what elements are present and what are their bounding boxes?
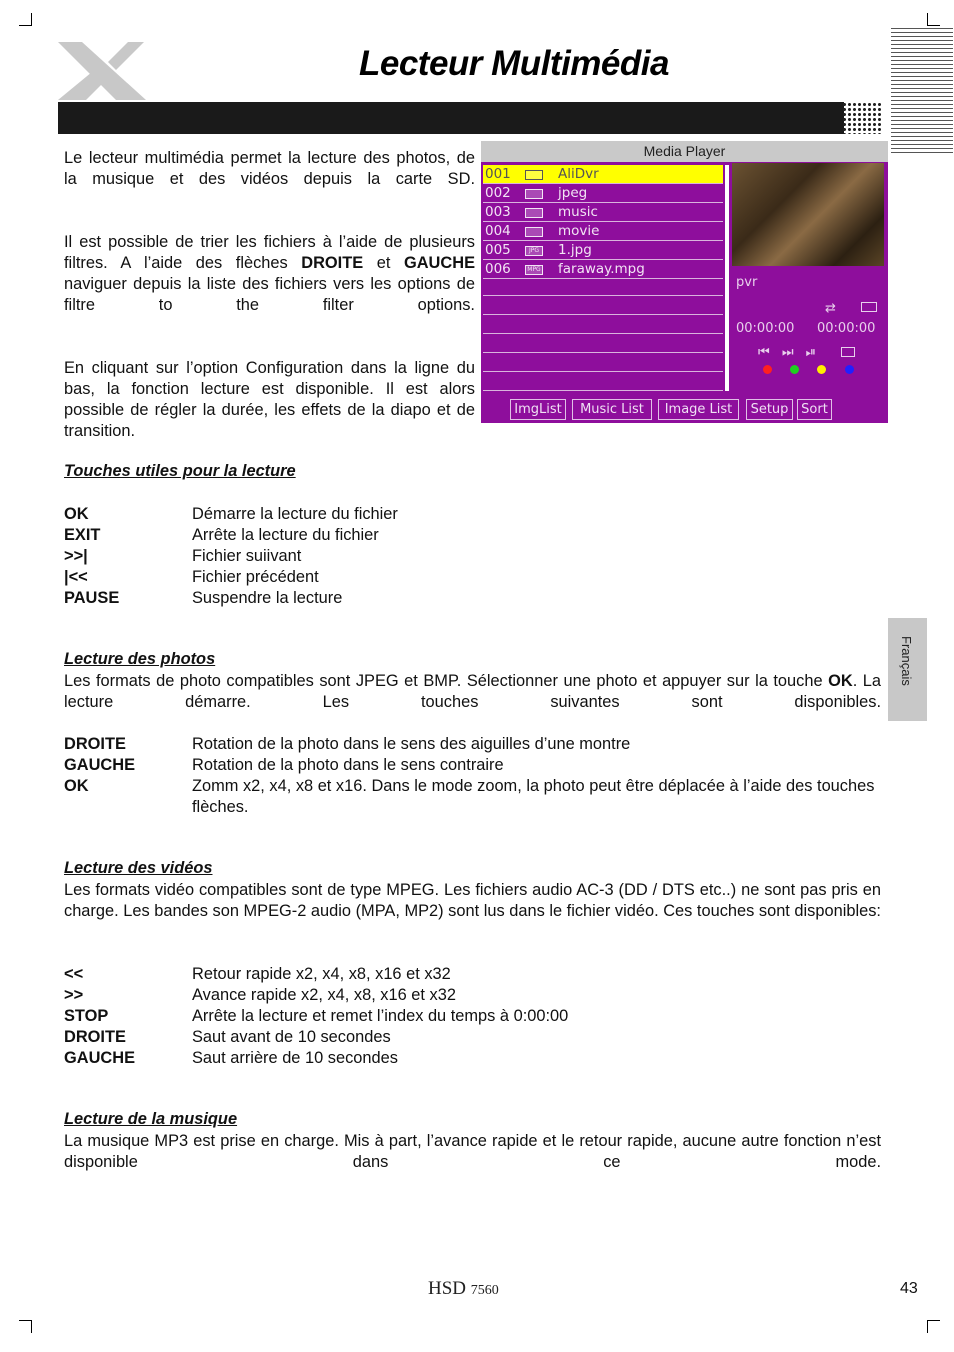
page-number: 43: [900, 1280, 918, 1297]
folder-icon: [861, 302, 877, 312]
key-name: STOP: [64, 1007, 109, 1025]
header-bar: [58, 102, 844, 134]
intro-p2-text-c: naviguer depuis la liste des fichiers vers les options de filtre to the filter options.: [64, 275, 475, 314]
key-description: Fichier suiivant: [192, 547, 302, 565]
keys-list: [64, 504, 884, 609]
videos-keys-list: [64, 964, 884, 1069]
key-name: GAUCHE: [64, 756, 136, 774]
key-row: [64, 755, 884, 776]
key-name: EXIT: [64, 526, 101, 544]
intro-paragraph-1: Le lecteur multimédia permet la lecture des photos, de la musique et des vidéos depuis la carte SD.: [64, 149, 475, 188]
file-number: 001: [485, 166, 511, 182]
key-row: [64, 776, 884, 818]
language-tab-label: Français: [899, 636, 914, 686]
folder-icon: [525, 170, 543, 180]
file-name: music: [558, 204, 598, 220]
blue-dot-icon: [845, 365, 854, 374]
keys-heading: Touches utiles pour la lecture: [64, 462, 296, 480]
key-row: [64, 1006, 884, 1027]
key-row: [64, 964, 884, 985]
key-name: |<<: [64, 568, 88, 586]
key-row: [64, 1027, 884, 1048]
key-name: OK: [64, 777, 89, 795]
intro-paragraph-2: [64, 232, 475, 337]
header-bar-halftone: [842, 102, 882, 134]
intro-p2-key-gauche: GAUCHE: [403, 254, 475, 272]
key-row: [64, 588, 884, 609]
file-row[interactable]: [483, 222, 723, 241]
footer-model-logo: [428, 1278, 499, 1300]
key-name: GAUCHE: [64, 1049, 136, 1067]
key-name: DROITE: [64, 735, 126, 753]
photos-keys-list: [64, 734, 884, 818]
intro-paragraph-3: En cliquant sur l’option Configuration dans la ligne du bas, la fonction lecture est disponible. Il est alors possible de régler la durée, les effets de la diapo et de transition.: [64, 359, 475, 440]
file-row[interactable]: [483, 165, 723, 184]
mode-icon: [841, 347, 855, 357]
photos-para-key: OK: [828, 672, 853, 690]
empty-row: [483, 372, 723, 391]
key-name: <<: [64, 965, 84, 983]
footer-model-number: 7560: [470, 1283, 499, 1298]
tab-music-list[interactable]: Music List: [572, 399, 652, 420]
key-name: >>: [64, 986, 84, 1004]
empty-row: [483, 353, 723, 372]
crop-mark-bottom-left: [19, 1320, 32, 1333]
decorative-stripes: [891, 28, 953, 154]
time-current: 00:00:00: [736, 321, 795, 336]
crop-mark-top-right: [927, 13, 940, 26]
key-description: Arrête la lecture et remet l’index du temps à 0:00:00: [192, 1007, 569, 1025]
photos-para-text-a: Les formats de photo compatibles sont JPEG et BMP. Sélectionner une photo et appuyer sur la touche: [64, 672, 829, 690]
file-name: AliDvr: [558, 166, 599, 182]
media-player-screenshot: [481, 141, 888, 423]
file-name: 1.jpg: [558, 242, 592, 258]
tab-sort[interactable]: Sort: [797, 399, 832, 420]
key-description: Retour rapide x2, x4, x8, x16 et x32: [192, 965, 451, 983]
folder-icon: [525, 189, 543, 199]
intro-p2-text-b: et: [363, 254, 404, 272]
crop-mark-bottom-right: [927, 1320, 940, 1333]
file-number: 005: [485, 242, 511, 258]
key-row: [64, 734, 884, 755]
file-name: faraway.mpg: [558, 261, 645, 277]
intro-text: [64, 148, 475, 463]
videos-paragraph: Les formats vidéo compatibles sont de type MPEG. Les fichiers audio AC-3 (DD / DTS etc..) ne sont pas pris en charge. Les bandes son MPEG-2 audio (MPA, MP2) sont lus dans le fichier vidéo. Ces touches sont disponibles:: [64, 881, 881, 920]
key-row: [64, 546, 884, 567]
crop-mark-top-left: [19, 13, 32, 26]
photos-paragraph: [64, 671, 881, 734]
file-name: movie: [558, 223, 600, 239]
green-dot-icon: [790, 365, 799, 374]
key-description: Démarre la lecture du fichier: [192, 505, 398, 523]
preview-thumbnail: [732, 163, 884, 266]
preview-name: pvr: [736, 275, 758, 290]
tab-imglist[interactable]: ImgList: [510, 399, 566, 420]
videos-heading: Lecture des vidéos: [64, 859, 213, 877]
key-description: Rotation de la photo dans le sens des aiguilles d’une montre: [192, 735, 631, 753]
key-row: [64, 525, 884, 546]
file-row[interactable]: [483, 184, 723, 203]
key-name: OK: [64, 505, 89, 523]
folder-icon: [525, 208, 543, 218]
key-description: Arrête la lecture du fichier: [192, 526, 379, 544]
repeat-icon: ⇄: [825, 301, 836, 316]
key-name: PAUSE: [64, 589, 120, 607]
file-number: 002: [485, 185, 511, 201]
red-dot-icon: [763, 365, 772, 374]
key-description: Fichier précédent: [192, 568, 319, 586]
footer-model: HSD: [428, 1278, 467, 1299]
key-description: Avance rapide x2, x4, x8, x16 et x32: [192, 986, 456, 1004]
key-description: Rotation de la photo dans le sens contraire: [192, 756, 504, 774]
tab-setup[interactable]: Setup: [746, 399, 793, 420]
file-row[interactable]: [483, 241, 723, 260]
key-description: Zomm x2, x4, x8 et x16. Dans le mode zoom, la photo peut être déplacée à l’aide des touches flèches.: [192, 777, 875, 816]
photos-heading: Lecture des photos: [64, 650, 216, 668]
media-player-header: Media Player: [481, 141, 888, 162]
key-row: [64, 504, 884, 525]
music-paragraph: La musique MP3 est prise en charge. Mis à part, l’avance rapide et le retour rapide, aucune autre fonction n’est disponible dans ce mode.: [64, 1132, 881, 1171]
music-heading: Lecture de la musique: [64, 1110, 238, 1128]
file-row[interactable]: [483, 203, 723, 222]
key-description: Saut arrière de 10 secondes: [192, 1049, 398, 1067]
key-row: [64, 1048, 884, 1069]
tab-image-list[interactable]: Image List: [658, 399, 739, 420]
jpeg-file-icon: JPG: [525, 246, 543, 256]
intro-p2-text-a: Il est possible de trier les fichiers à l’aide de plusieurs filtres. A l’aide des flèches: [64, 233, 475, 272]
photos-para-text-b: . La lecture démarre. Les touches suivantes sont disponibles.: [64, 672, 882, 711]
language-tab[interactable]: [888, 618, 927, 721]
file-name: jpeg: [558, 185, 588, 201]
key-name: >>|: [64, 547, 88, 565]
empty-row: [483, 277, 723, 296]
file-number: 003: [485, 204, 511, 220]
brand-x-logo: [56, 40, 156, 104]
key-description: Suspendre la lecture: [192, 589, 343, 607]
empty-row: [483, 334, 723, 353]
file-number: 006: [485, 261, 511, 277]
list-scrollbar[interactable]: [725, 165, 729, 391]
key-description: Saut avant de 10 secondes: [192, 1028, 391, 1046]
key-row: [64, 985, 884, 1006]
key-row: [64, 567, 884, 588]
intro-p2-key-droite: DROITE: [301, 254, 364, 272]
mpeg-file-icon: MPG: [525, 265, 543, 275]
empty-row: [483, 315, 723, 334]
page-title: Lecteur Multimédia: [359, 44, 669, 83]
yellow-dot-icon: [817, 365, 826, 374]
time-total: 00:00:00: [817, 321, 876, 336]
empty-row: [483, 296, 723, 315]
transport-controls-icon: ⏮ ⏭ ⏯: [758, 345, 821, 360]
key-name: DROITE: [64, 1028, 126, 1046]
file-number: 004: [485, 223, 511, 239]
folder-icon: [525, 227, 543, 237]
